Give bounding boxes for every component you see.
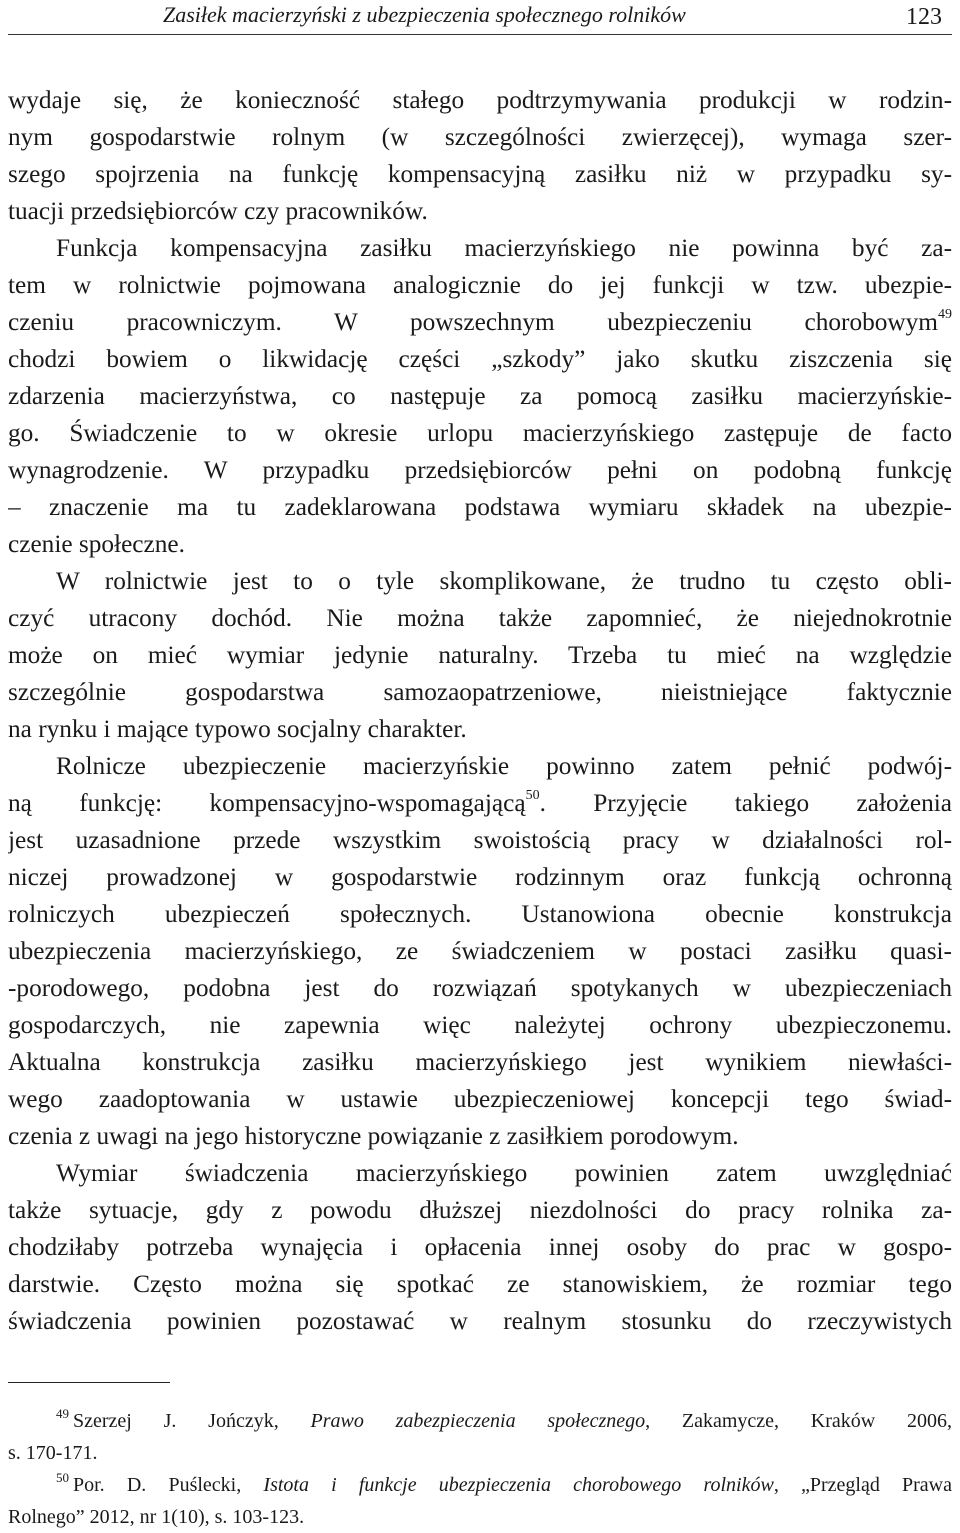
footnote-title: Prawo zabezpieczenia społecznego bbox=[310, 1410, 646, 1432]
text-segment: czeniu pracowniczym. W powszechnym ubezpieczeniu chorobowym bbox=[8, 308, 938, 336]
text-line: – znaczenie ma tu zadeklarowana podstawa wymiaru składek na ubezpie- bbox=[8, 493, 952, 521]
running-header bbox=[8, 0, 952, 35]
running-title: Zasiłek macierzyński z ubezpieczenia społecznego rolników bbox=[163, 2, 686, 27]
text-line: ubezpieczenia macierzyńskiego, ze świadczeniem w postaci zasiłku quasi- bbox=[8, 937, 952, 965]
text-line: czyć utracony dochód. Nie można także zapomnieć, że niejednokrotnie bbox=[8, 604, 952, 632]
text-line: go. Świadczenie to w okresie urlopu macierzyńskiego zastępuje de facto bbox=[8, 419, 952, 447]
text-segment: ną funkcję: kompensacyjno-wspomagającą bbox=[8, 789, 526, 817]
text-line: tem w rolnictwie pojmowana analogicznie do jej funkcji w tzw. ubezpie- bbox=[8, 271, 952, 299]
text-line: -porodowego, podobna jest do rozwiązań spotykanych w ubezpieczeniach bbox=[8, 974, 952, 1002]
text-line: rolniczych ubezpieczeń społecznych. Ustanowiona obecnie konstrukcja bbox=[8, 900, 952, 928]
text-line bbox=[8, 785, 952, 822]
text-line bbox=[8, 304, 952, 341]
text-line: tuacji przedsiębiorców czy pracowników. bbox=[8, 197, 428, 225]
text-line: Aktualna konstrukcja zasiłku macierzyńskiego jest wynikiem niewłaści- bbox=[8, 1048, 952, 1076]
footnote-title: Istota i funkcje ubezpieczenia chorobowego rolników bbox=[263, 1474, 774, 1496]
footnote-number: 49 bbox=[56, 1406, 69, 1421]
footnote-ref-49[interactable]: 49 bbox=[938, 307, 952, 322]
text-line: może on mieć wymiar jedynie naturalny. Trzeba tu mieć na względzie bbox=[8, 641, 952, 669]
body-text bbox=[8, 82, 952, 1340]
text-line: chodziłaby potrzeba wynajęcia i opłacenia innej osoby do prac w gospo- bbox=[8, 1233, 952, 1261]
text-line: W rolnictwie jest to o tyle skomplikowane, że trudno tu często obli- bbox=[56, 567, 952, 595]
footnote-author: Por. D. Puślecki, bbox=[73, 1474, 242, 1496]
footnote-details: , „Przegląd Prawa bbox=[773, 1474, 952, 1496]
text-line: świadczenia powinien pozostawać w realnym stosunku do rzeczywistych bbox=[8, 1307, 952, 1335]
footnotes bbox=[8, 1405, 952, 1533]
text-line: wego zaadoptowania w ustawie ubezpieczeniowej koncepcji tego świad- bbox=[8, 1085, 952, 1113]
text-line: gospodarczych, nie zapewnia więc należytej ochrony ubezpieczonemu. bbox=[8, 1011, 952, 1039]
footnote-separator bbox=[8, 1382, 170, 1383]
text-line: Rolnicze ubezpieczenie macierzyńskie powinno zatem pełnić podwój- bbox=[56, 752, 952, 780]
footnote-number: 50 bbox=[56, 1470, 69, 1485]
footnote-49 bbox=[8, 1405, 952, 1437]
text-line: darstwie. Często można się spotkać ze stanowiskiem, że rozmiar tego bbox=[8, 1270, 952, 1298]
text-line: szego spojrzenia na funkcję kompensacyjną zasiłku niż w przypadku sy- bbox=[8, 160, 952, 188]
text-line: wydaje się, że konieczność stałego podtrzymywania produkcji w rodzin- bbox=[8, 86, 952, 114]
footnote-50-continuation: Rolnego” 2012, nr 1(10), s. 103-123. bbox=[8, 1506, 305, 1528]
text-line: szczególnie gospodarstwa samozaopatrzeniowe, nieistniejące faktycznie bbox=[8, 678, 952, 706]
text-line: jest uzasadnione przede wszystkim swoistością pracy w działalności rol- bbox=[8, 826, 952, 854]
footnote-50 bbox=[8, 1469, 952, 1501]
text-line: niczej prowadzonej w gospodarstwie rodzinnym oraz funkcją ochronną bbox=[8, 863, 952, 891]
text-segment: . Przyjęcie takiego założenia bbox=[539, 789, 952, 817]
page-number: 123 bbox=[906, 4, 942, 30]
text-line: czenia z uwagi na jego historyczne powiązanie z zasiłkiem porodowym. bbox=[8, 1122, 739, 1150]
text-line: wynagrodzenie. W przypadku przedsiębiorców pełni on podobną funkcję bbox=[8, 456, 952, 484]
text-line: Wymiar świadczenia macierzyńskiego powinien zatem uwzględniać bbox=[56, 1159, 952, 1187]
text-line: także sytuacje, gdy z powodu dłuższej niezdolności do pracy rolnika za- bbox=[8, 1196, 952, 1224]
text-line: chodzi bowiem o likwidację części „szkody” jako skutku ziszczenia się bbox=[8, 345, 952, 373]
footnote-ref-50[interactable]: 50 bbox=[525, 788, 540, 803]
text-line: nym gospodarstwie rolnym (w szczególności zwierzęcej), wymaga szer- bbox=[8, 123, 952, 151]
text-line: czenie społeczne. bbox=[8, 530, 185, 558]
footnote-author: Szerzej J. Jończyk, bbox=[73, 1410, 279, 1432]
text-line: zdarzenia macierzyństwa, co następuje za pomocą zasiłku macierzyńskie- bbox=[8, 382, 952, 410]
text-line: Funkcja kompensacyjna zasiłku macierzyńskiego nie powinna być za- bbox=[56, 234, 952, 262]
footnote-details: , Zakamycze, Kraków 2006, bbox=[645, 1410, 952, 1432]
text-line: na rynku i mające typowo socjalny charakter. bbox=[8, 715, 467, 743]
footnote-49-continuation: s. 170-171. bbox=[8, 1442, 98, 1464]
